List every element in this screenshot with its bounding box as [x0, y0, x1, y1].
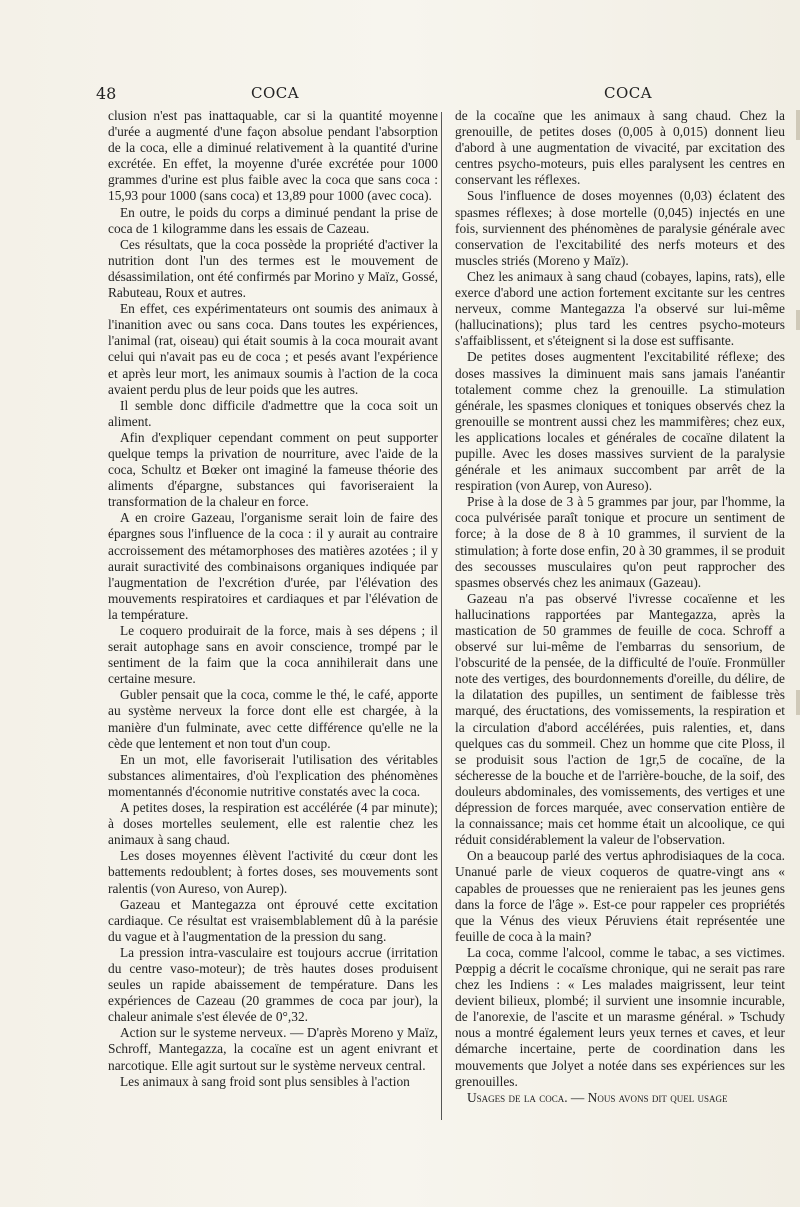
paragraph: En effet, ces expérimentateurs ont soumis des animaux à l'inanition avec ou sans coca. Dans toutes les expériences, l'animal (rat, oiseau) qui était soumis à la coca mourait avant celui qui n'avait pas eu de coca ; et pesés avant l'expérience et après leur mort, les animaux soumis à l'action de la coca avaient perdu plus de leur poids que les autres.: [108, 301, 438, 397]
page-edge-shadow: [796, 690, 800, 715]
paragraph: Les animaux à sang froid sont plus sensibles à l'action: [120, 1073, 410, 1089]
paragraph: Ces résultats, que la coca possède la propriété d'activer la nutrition dont l'un des termes est le mouvement de désassimilation, ont été confirmés par Morino y Maïz, Gossé, Rabuteau, Roux et autres.: [108, 236, 438, 301]
paragraph: Les doses moyennes élèvent l'activité du cœur dont les battements redoublent; à fortes doses, ses mouvements sont ralentis (von Aureso, von Aurep).: [108, 848, 438, 896]
page-edge-shadow: [796, 110, 800, 140]
paragraph: clusion n'est pas inattaquable, car si la quantité moyenne d'urée a augmenté d'une façon absolue pendant l'absorption de la coca, elle a diminué relativement à la quantité d'urine excrétée. En effet, la moyenne d'urée excrétée pour 1000 grammes d'urine est plus faible avec la coca que sans coca : 15,93 pour 1000 (sans coca) et 13,89 pour 1000 (avec coca).: [108, 108, 438, 204]
paragraph: De petites doses augmentent l'excitabilité réflexe; des doses massives la diminuent mais sans jamais l'anéantir totalement comme chez la grenouille. La stimulation générale, les spasmes cloniques et toniques observés chez la grenouille se montrent aussi chez les mammifères; chez eux, les applications locales et générales de cocaïne dilatent la pupille. Avec les doses massives survient de la paralysie générale et les animaux succombent par arrêt de la respiration (von Aurep, von Aureso).: [455, 349, 785, 494]
text-body: [108, 108, 789, 1188]
section-heading-paragraph: Usages de la coca. — Nous avons dit quel usage: [467, 1089, 728, 1105]
paragraph: La pression intra-vasculaire est toujours accrue (irritation du centre vaso-moteur); de très hautes doses produisent seules un rapide abaissement de température. Dans les expériences de Cazeau (20 grammes de coca par jour), la chaleur animale s'est élevée de 0°,32.: [108, 944, 438, 1025]
paragraph: La coca, comme l'alcool, comme le tabac, a ses victimes. Pœppig a décrit le cocaïsme chronique, qui ne serait pas rare chez les Indiens : « Les malades maigrissent, leur teint devient bilieux, plombé; il survient une insomnie incurable, de l'anorexie, de l'ascite et un marasme général. » Tschudy nous a montré également leurs yeux ternes et caves, et leur démarche incertaine, perte de coordination dans les mouvements que Jolyet a notée dans ses expériences sur les grenouilles.: [455, 944, 785, 1089]
section-heading-paragraph: Action sur le systeme nerveux. — D'après Moreno y Maïz, Schroff, Mantegazza, la cocaïne est un agent enivrant et narcotique. Elle agit surtout sur le système nerveux central.: [108, 1025, 438, 1073]
paragraph: Gubler pensait que la coca, comme le thé, le café, apporte au système nerveux la force dont elle est chargée, à la manière d'un fulminate, avec cette différence qu'elle ne la cède que lentement et non tout d'un coup.: [108, 687, 438, 751]
paragraph: En un mot, elle favoriserait l'utilisation des véritables substances alimentaires, d'où l'explication des phénomènes momentannés d'économie nutritive constatés avec la coca.: [108, 751, 438, 799]
paragraph: Il semble donc difficile d'admettre que la coca soit un aliment.: [108, 397, 438, 429]
page-header: [96, 84, 750, 106]
paragraph: Gazeau et Mantegazza ont éprouvé cette excitation cardiaque. Ce résultat est vraisemblablement dû à la parésie du vague et à l'augmentation de la pression du sang.: [108, 896, 438, 944]
paragraph: A petites doses, la respiration est accélérée (4 par minute); à doses mortelles seulement, elle est ralentie chez les animaux à sang chaud.: [108, 800, 438, 848]
paragraph: Chez les animaux à sang chaud (cobayes, lapins, rats), elle exerce d'abord une action fortement excitante sur les centres nerveux, comme Mantegazza l'a observé sur lui-même (hallucinations); plus tard les centres psycho-moteurs s'affaiblissent, et s'éteignent si la dose est suffisante.: [455, 268, 785, 349]
paragraph: Prise à la dose de 3 à 5 grammes par jour, par l'homme, la coca pulvérisée paraît tonique et procure un sentiment de force; à la dose de 8 à 10 grammes, il survient de la stimulation; à forte dose enfin, 20 à 30 grammes, il se produit des secousses musculaires qu'on peut rapprocher des spasmes observés chez les animaux (Gazeau).: [455, 494, 785, 590]
right-column: [455, 108, 785, 1188]
paragraph: de la cocaïne que les animaux à sang chaud. Chez la grenouille, de petites doses (0,005 à 0,015) donnent lieu d'abord à une augmentation de vivacité, par excitation des centres psycho-moteurs, puis elles paralysent les centres en conservant les réflexes.: [455, 108, 785, 188]
paragraph: En outre, le poids du corps a diminué pendant la prise de coca de 1 kilogramme dans les essais de Cazeau.: [108, 204, 438, 236]
paragraph: Afin d'expliquer cependant comment on peut supporter quelque temps la privation de nourriture, avec l'aide de la coca, Schultz et Bœker ont imaginé la fameuse théorie des aliments d'épargne, substances qui favoriseraient la transformation de la chaleur en force.: [108, 429, 438, 510]
page-edge-shadow: [796, 310, 800, 330]
paragraph: A en croire Gazeau, l'organisme serait loin de faire des épargnes sous l'influence de la coca : il y aurait au contraire accroissement des métamorphoses des matières azotées ; il y aurait suractivité des combinaisons organiques indiquée par l'augmentation de l'excrétion d'urée, par l'élévation des mouvements respiratoires et cardiaques et par l'élévation de la température.: [108, 510, 438, 622]
paragraph: Gazeau n'a pas observé l'ivresse cocaïenne et les hallucinations rapportées par Mantegazza, après la mastication de 50 grammes de feuille de coca. Schroff a observé sur lui-même de l'embarras du sensorium, de l'obscurité de la pensée, de la difficulté de l'ouïe. Fronmüller note des vertiges, des bourdonnements d'oreille, du délire, de la dilatation des pupilles, un sentiment de faiblesse très marqué, des éructations, des vomissements, la respiration et la circulation d'abord accélérées, puis ralenties, et, dans quelques cas du sommeil. Chez un homme que cite Ploss, il se produisit sous l'action de 1gr,5 de cocaïne, de la sécheresse de la bouche et de l'arrière-bouche, de la soif, des douleurs abdominales, des vomissements, des vertiges et une dépression de forces marquée, avec conservation entière de la connaissance; mais cet homme était un alcoolique, ce qui réduit considérablement la valeur de l'observation.: [455, 590, 785, 848]
running-head-right: COCA: [604, 84, 653, 102]
paragraph: Sous l'influence de doses moyennes (0,03) éclatent des spasmes réflexes; à dose mortelle (0,045) injectés en une fois, surviennent des phénomènes de paralysie générale avec conservation de l'excitabilité des nerfs moteurs et des muscles striés (Moreno y Maïz).: [455, 188, 785, 268]
left-column: [108, 108, 438, 1188]
running-head-left: COCA: [251, 84, 300, 102]
page-number: 48: [96, 84, 117, 103]
paragraph: On a beaucoup parlé des vertus aphrodisiaques de la coca. Unanué parle de vieux coqueros de quatre-vingt ans « capables de prouesses que ne renieraient pas les jeunes gens dans la force de l'âge ». Est-ce pour rappeler ces propriétés que la Vénus des vieux Péruviens était représentée une feuille de coca à la main?: [455, 848, 785, 944]
paragraph: Le coquero produirait de la force, mais à ses dépens ; il serait autophage sans en avoir conscience, trompé par le sentiment de la faim que la coca annihilerait dans une certaine mesure.: [108, 623, 438, 687]
